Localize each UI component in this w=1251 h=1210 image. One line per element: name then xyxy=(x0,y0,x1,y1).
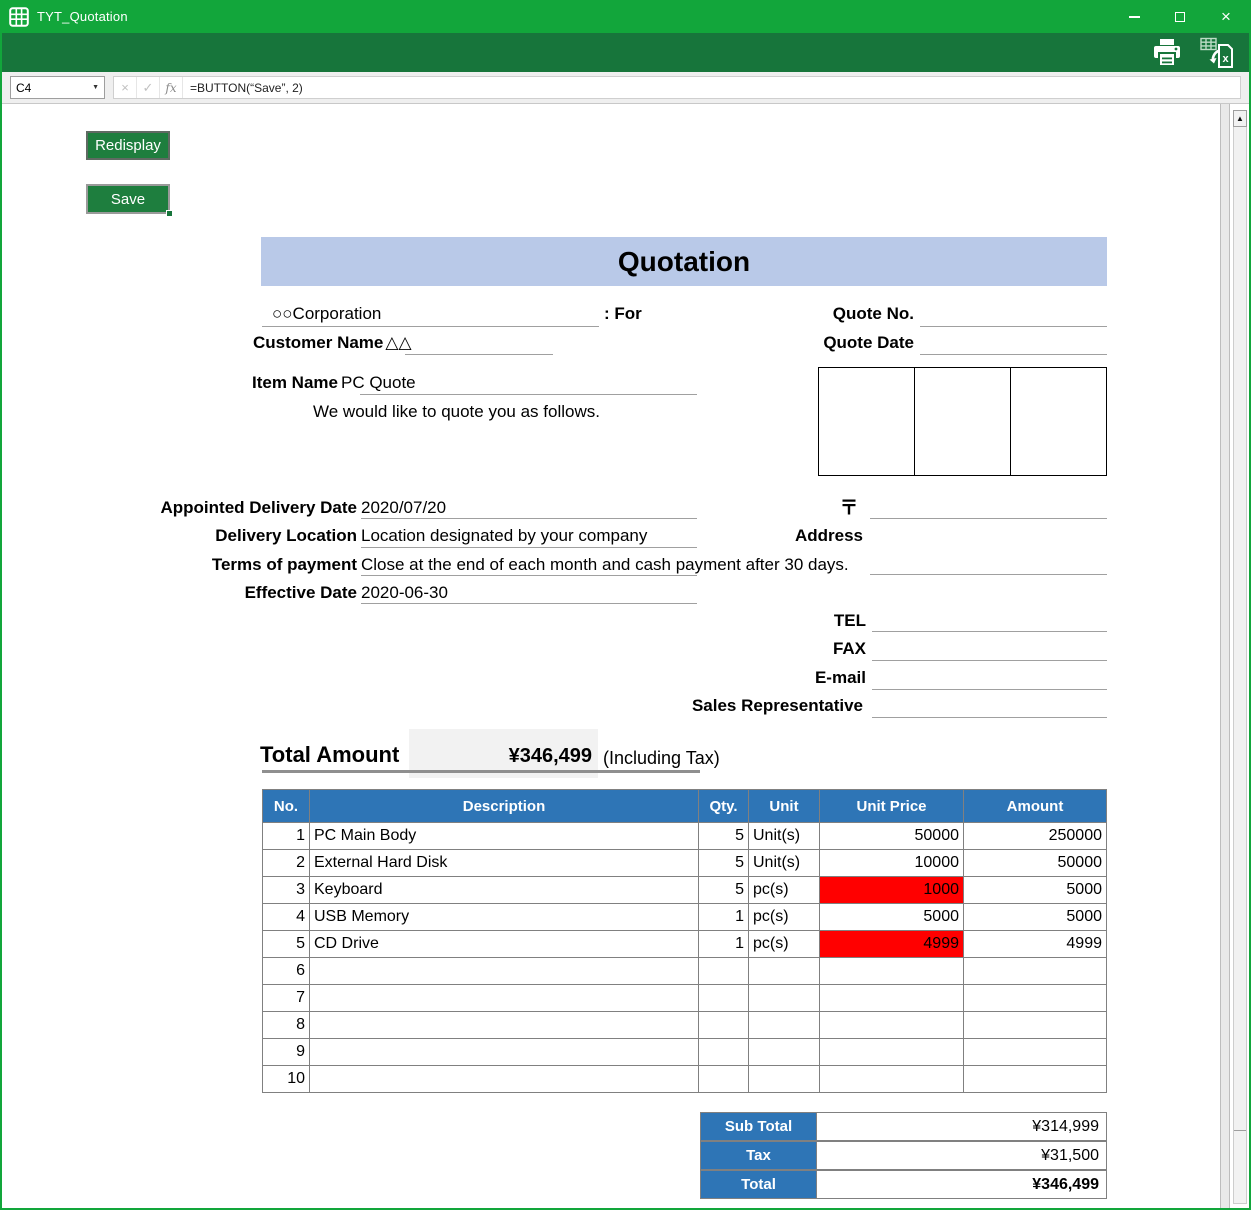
subtotal-value[interactable]: ¥314,999 xyxy=(817,1112,1107,1141)
cell-unit[interactable]: pc(s) xyxy=(749,877,820,904)
item-name-line xyxy=(252,372,416,394)
column-header-qty: Qty. xyxy=(699,790,749,823)
spreadsheet-app-icon xyxy=(9,7,29,27)
tax-row xyxy=(700,1141,1107,1170)
cell-no[interactable]: 6 xyxy=(263,958,310,985)
cell-no[interactable]: 3 xyxy=(263,877,310,904)
cell-qty[interactable] xyxy=(699,1012,749,1039)
field-underline xyxy=(361,547,697,548)
cell-unit[interactable]: Unit(s) xyxy=(749,850,820,877)
field-underline xyxy=(360,394,697,395)
total-row xyxy=(700,1170,1107,1199)
quote-date-label: Quote Date xyxy=(823,333,914,352)
fax-label: FAX xyxy=(832,639,866,658)
cell-unit-price[interactable]: 10000 xyxy=(820,850,964,877)
item-name-value[interactable]: PC Quote xyxy=(340,373,416,392)
quotation-title-banner: Quotation xyxy=(261,237,1107,286)
cell-amount[interactable]: 5000 xyxy=(964,904,1107,931)
dropdown-arrow-icon: ▼ xyxy=(92,84,99,91)
cell-unit-price[interactable]: 5000 xyxy=(820,904,964,931)
subtotal-row xyxy=(700,1112,1107,1141)
field-label: Terms of payment xyxy=(211,555,357,574)
formula-bar xyxy=(2,72,1249,104)
customer-name-line xyxy=(253,332,412,354)
cell-unit[interactable]: Unit(s) xyxy=(749,823,820,850)
postal-mark-icon xyxy=(840,498,858,521)
redisplay-button[interactable] xyxy=(86,131,170,160)
field-value[interactable]: Location designated by your company xyxy=(361,526,648,545)
total-amount-label: Total Amount xyxy=(260,742,400,767)
cell-unit-price[interactable]: 50000 xyxy=(820,823,964,850)
item-row xyxy=(263,958,1107,985)
field-value[interactable]: 2020/07/20 xyxy=(361,498,447,517)
cell-amount[interactable]: 4999 xyxy=(964,931,1107,958)
items-table-body xyxy=(263,823,1107,1093)
cell-qty[interactable]: 5 xyxy=(699,850,749,877)
cell-reference-box[interactable] xyxy=(10,76,105,99)
cell-amount[interactable]: 5000 xyxy=(964,877,1107,904)
cell-unit-price[interactable] xyxy=(820,1066,964,1093)
sheet-area xyxy=(2,104,1249,1208)
minimize-button[interactable] xyxy=(1111,0,1157,33)
cell-no[interactable]: 1 xyxy=(263,823,310,850)
field-underline xyxy=(361,575,697,576)
field-value[interactable]: 2020-06-30 xyxy=(361,583,448,602)
cell-unit-price[interactable] xyxy=(820,1039,964,1066)
item-name-label: Item Name xyxy=(252,373,338,392)
field-label: Delivery Location xyxy=(215,526,357,545)
export-excel-icon xyxy=(1199,37,1235,69)
column-header-amount: Amount xyxy=(964,790,1107,823)
titlebar[interactable] xyxy=(2,0,1249,33)
field-underline xyxy=(872,660,1107,661)
item-row xyxy=(263,850,1107,877)
cell-no[interactable]: 8 xyxy=(263,1012,310,1039)
stamp-box xyxy=(1011,368,1106,475)
field-underline xyxy=(361,603,697,604)
selection-handle[interactable] xyxy=(166,210,173,217)
cell-qty[interactable] xyxy=(699,1039,749,1066)
field-underline xyxy=(870,518,1107,519)
total-amount-value: ¥346,499 xyxy=(508,745,592,767)
item-row xyxy=(263,904,1107,931)
scrollbar-thumb[interactable] xyxy=(1234,128,1246,1131)
customer-company-value[interactable]: ○○Corporation xyxy=(272,304,382,323)
column-header-unit-price: Unit Price xyxy=(820,790,964,823)
cell-unit-price[interactable] xyxy=(820,1012,964,1039)
cell-unit[interactable] xyxy=(749,985,820,1012)
quote-no-label: Quote No. xyxy=(832,304,914,323)
save-button-label: Save xyxy=(110,190,146,208)
field-underline xyxy=(920,354,1107,355)
redisplay-button-label: Redisplay xyxy=(95,137,161,154)
column-header-description: Description xyxy=(310,790,699,823)
window-controls xyxy=(1111,0,1249,33)
close-icon: × xyxy=(1221,7,1231,26)
cell-qty[interactable]: 1 xyxy=(699,904,749,931)
cell-qty[interactable]: 5 xyxy=(699,877,749,904)
field-underline xyxy=(262,326,599,327)
printer-icon xyxy=(1151,38,1183,68)
customer-name-label: Customer Name xyxy=(253,333,384,352)
formula-input[interactable]: =BUTTON(“Save”, 2) xyxy=(190,80,303,95)
svg-text:x: x xyxy=(1222,52,1229,65)
print-button[interactable] xyxy=(1151,38,1183,68)
cell-description[interactable]: USB Memory xyxy=(310,904,699,931)
total-label: Total xyxy=(700,1170,817,1199)
cell-reference: C4 xyxy=(16,80,32,95)
confirm-icon[interactable]: ✓ xyxy=(137,77,160,98)
cell-description[interactable] xyxy=(310,1066,699,1093)
cell-unit[interactable] xyxy=(749,1039,820,1066)
toolbar xyxy=(2,33,1249,72)
total-amount-underline xyxy=(262,770,700,773)
cell-no[interactable]: 9 xyxy=(263,1039,310,1066)
cell-unit[interactable] xyxy=(749,958,820,985)
cell-qty[interactable] xyxy=(699,985,749,1012)
field-label: Appointed Delivery Date xyxy=(160,498,357,517)
item-row xyxy=(263,1039,1107,1066)
maximize-icon xyxy=(1175,12,1185,22)
field-underline xyxy=(872,689,1107,690)
email-label: E-mail xyxy=(814,668,866,687)
item-row xyxy=(263,823,1107,850)
stamp-box xyxy=(915,368,1011,475)
cell-unit-price[interactable]: 4999 xyxy=(820,931,964,958)
item-row xyxy=(263,931,1107,958)
item-row xyxy=(263,985,1107,1012)
intro-text: We would like to quote you as follows. xyxy=(313,402,600,421)
cell-unit-price[interactable] xyxy=(820,958,964,985)
tax-label: Tax xyxy=(700,1141,817,1170)
tax-value[interactable]: ¥31,500 xyxy=(817,1141,1107,1170)
cell-unit[interactable] xyxy=(749,1066,820,1093)
cell-description[interactable] xyxy=(310,958,699,985)
cell-amount[interactable] xyxy=(964,958,1107,985)
field-value[interactable]: Close at the end of each month and cash payment after 30 days. xyxy=(361,555,849,574)
cell-no[interactable]: 2 xyxy=(263,850,310,877)
sheet-edge xyxy=(1220,104,1230,1208)
column-header-unit: Unit xyxy=(749,790,820,823)
stamp-boxes xyxy=(818,367,1107,476)
save-button[interactable] xyxy=(86,184,170,214)
scroll-up-button[interactable] xyxy=(1233,110,1247,127)
including-tax-label: (Including Tax) xyxy=(603,748,720,768)
field-label: Effective Date xyxy=(244,583,357,602)
cell-amount[interactable] xyxy=(964,1066,1107,1093)
items-table xyxy=(262,789,1107,1093)
cell-qty[interactable] xyxy=(699,958,749,985)
customer-name-value[interactable]: △△ xyxy=(385,333,412,352)
cell-description[interactable]: External Hard Disk xyxy=(310,850,699,877)
cell-unit[interactable]: pc(s) xyxy=(749,931,820,958)
cell-no[interactable]: 10 xyxy=(263,1066,310,1093)
cell-no[interactable]: 5 xyxy=(263,931,310,958)
minimize-icon xyxy=(1129,16,1140,18)
item-row xyxy=(263,877,1107,904)
up-arrow-icon: ▲ xyxy=(1236,114,1244,123)
sales-representative-label: Sales Representative xyxy=(691,696,863,715)
vertical-scrollbar[interactable] xyxy=(1233,110,1247,1204)
field-underline xyxy=(920,326,1107,327)
cell-amount[interactable] xyxy=(964,1012,1107,1039)
cell-unit[interactable]: pc(s) xyxy=(749,904,820,931)
maximize-button[interactable] xyxy=(1157,0,1203,33)
field-underline xyxy=(872,631,1107,632)
formula-input-box xyxy=(113,76,1241,99)
cell-qty[interactable] xyxy=(699,1066,749,1093)
cell-unit-price[interactable] xyxy=(820,985,964,1012)
cell-amount[interactable]: 250000 xyxy=(964,823,1107,850)
cell-unit-price[interactable]: 1000 xyxy=(820,877,964,904)
field-underline xyxy=(870,574,1107,575)
cell-description[interactable]: Keyboard xyxy=(310,877,699,904)
total-value[interactable]: ¥346,499 xyxy=(817,1170,1107,1199)
item-row xyxy=(263,1012,1107,1039)
cancel-icon[interactable]: × xyxy=(114,77,137,98)
cell-amount[interactable] xyxy=(964,1039,1107,1066)
field-underline xyxy=(361,518,697,519)
cell-description[interactable] xyxy=(310,1012,699,1039)
items-header-row xyxy=(263,790,1107,823)
field-underline xyxy=(872,717,1107,718)
cell-qty[interactable]: 5 xyxy=(699,823,749,850)
cell-description[interactable]: CD Drive xyxy=(310,931,699,958)
cell-no[interactable]: 7 xyxy=(263,985,310,1012)
insert-function-icon[interactable]: fx xyxy=(160,77,183,98)
close-button[interactable] xyxy=(1203,0,1249,33)
cell-qty[interactable]: 1 xyxy=(699,931,749,958)
cell-description[interactable] xyxy=(310,985,699,1012)
item-row xyxy=(263,1066,1107,1093)
cell-no[interactable]: 4 xyxy=(263,904,310,931)
subtotal-label: Sub Total xyxy=(700,1112,817,1141)
tel-label: TEL xyxy=(833,611,866,630)
cell-amount[interactable] xyxy=(964,985,1107,1012)
for-label: : For xyxy=(604,304,642,323)
cell-description[interactable]: PC Main Body xyxy=(310,823,699,850)
stamp-box xyxy=(819,368,915,475)
cell-description[interactable] xyxy=(310,1039,699,1066)
window-title: TYT_Quotation xyxy=(37,9,128,24)
address-label: Address xyxy=(794,526,863,545)
column-header-no: No. xyxy=(263,790,310,823)
cell-unit[interactable] xyxy=(749,1012,820,1039)
export-excel-button[interactable] xyxy=(1199,37,1235,69)
cell-amount[interactable]: 50000 xyxy=(964,850,1107,877)
field-underline xyxy=(405,354,553,355)
